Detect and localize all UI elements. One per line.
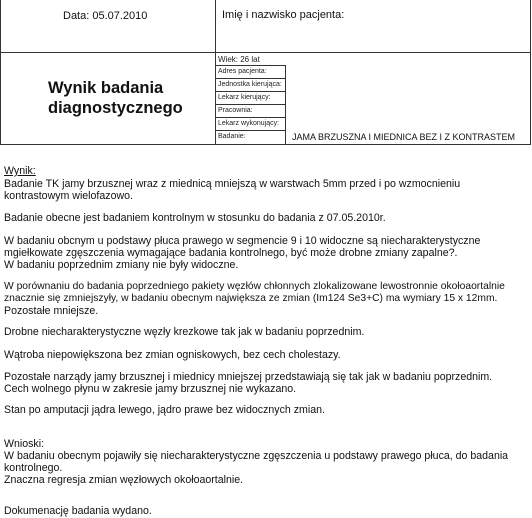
report-line-10: Drobne niecharakterystyczne węzły krezkowe tak jak w badaniu poprzednim.	[4, 326, 365, 338]
field-label-age: Wiek: 26 lat	[218, 55, 260, 64]
header-left-border	[0, 0, 1, 145]
wnioski-heading: Wnioski:	[4, 438, 45, 450]
redaction-block-patient-name	[296, 22, 456, 46]
redaction-block-footer	[326, 485, 446, 515]
report-line-3: Badanie obecne jest badaniem kontrolnym w stosunku do badania z 07.05.2010r.	[4, 212, 386, 224]
field-label-performing-doctor: Lekarz wykonujący:	[218, 120, 280, 127]
report-date: Data: 05.07.2010	[63, 10, 148, 22]
report-line-12: Pozostałe narządy jamy brzusznej i miednicy mniejszej przedstawiają się tak jak w badaniu poprzednim.	[4, 371, 493, 383]
report-line-9: Pozostałe mniejsze.	[4, 305, 99, 317]
report-line-7: W porównaniu do badania poprzedniego pakiety węzłów chłonnych zlokalizowane lewostronnie okołoaortalnie	[4, 281, 505, 292]
report-line-11: Wątroba niepowiększona bez zmian ogniskowych, bez cech cholestazy.	[4, 349, 341, 361]
footer-text: Dokumenację badania wydano.	[4, 505, 152, 517]
report-line-14: Stan po amputacji jądra lewego, jądro prawe bez widocznych zmian.	[4, 404, 325, 416]
document-title	[48, 78, 183, 118]
document-title-line-1: Wynik badania	[48, 79, 164, 97]
wnioski-line-1: W badaniu obecnym pojawiły się niecharakterystyczne zgęszczenia u podstawy prawego płuca, do badania	[4, 450, 509, 462]
wynik-heading: Wynik:	[4, 165, 36, 177]
report-line-4: W badaniu obcnym u podstawy płuca prawego w segmencie 9 i 10 widoczne są niecharakterystyczne	[4, 235, 481, 247]
patient-name-label: Imię i nazwisko pacjenta:	[222, 9, 345, 21]
document-title-line-2: diagnostycznego	[48, 99, 183, 117]
header-right-border	[530, 0, 531, 145]
report-line-8: znacznie się zmniejszyły, w badaniu obecnym największa ze zmian (Im124 Se3+C) ma wymiary 15 x 12mm.	[4, 293, 498, 304]
header-row-divider-top	[0, 52, 531, 53]
field-label-divider	[285, 65, 286, 145]
field-row-line-3	[215, 91, 285, 92]
header-bottom-border	[0, 144, 531, 145]
field-label-referring-doctor: Lekarz kierujący:	[218, 94, 271, 101]
field-row-line-4	[215, 104, 285, 105]
field-row-line-5	[215, 117, 285, 118]
field-row-line-1	[215, 65, 285, 66]
field-label-address: Adres pacjenta:	[218, 68, 267, 75]
field-label-lab: Pracownia:	[218, 107, 253, 114]
report-line-2: kontrastowym wielofazowo.	[4, 190, 133, 202]
examination-value: JAMA BRZUSZNA I MIEDNICA BEZ I Z KONTRASTEM	[292, 132, 516, 142]
report-line-1: Badanie TK jamy brzusznej wraz z miednicą mniejszą w warstwach 5mm przed i po wzmocnieniu	[4, 178, 461, 190]
field-row-line-6	[215, 130, 285, 131]
wnioski-line-3: Znaczna regresja zmian węzłowych okołoaortalnie.	[4, 474, 244, 486]
report-line-6: W badaniu poprzednim zmiany nie były widoczne.	[4, 259, 239, 271]
report-line-13: Cech wolnego płynu w zakresie jamy brzusznej nie wykazano.	[4, 383, 297, 395]
report-line-5: mgiełkowate zgęszczenia wymagające badania kontrolnego, być może drobne zmiany zapalne?.	[4, 247, 458, 259]
header-divider-vertical	[215, 0, 216, 145]
wnioski-line-2: kontrolnego.	[4, 462, 63, 474]
redaction-block-date	[44, 25, 164, 41]
field-label-examination: Badanie:	[218, 133, 246, 140]
field-label-referring-unit: Jednostka kierująca:	[218, 81, 282, 88]
redaction-block-fields	[289, 57, 509, 129]
field-row-line-2	[215, 78, 285, 79]
